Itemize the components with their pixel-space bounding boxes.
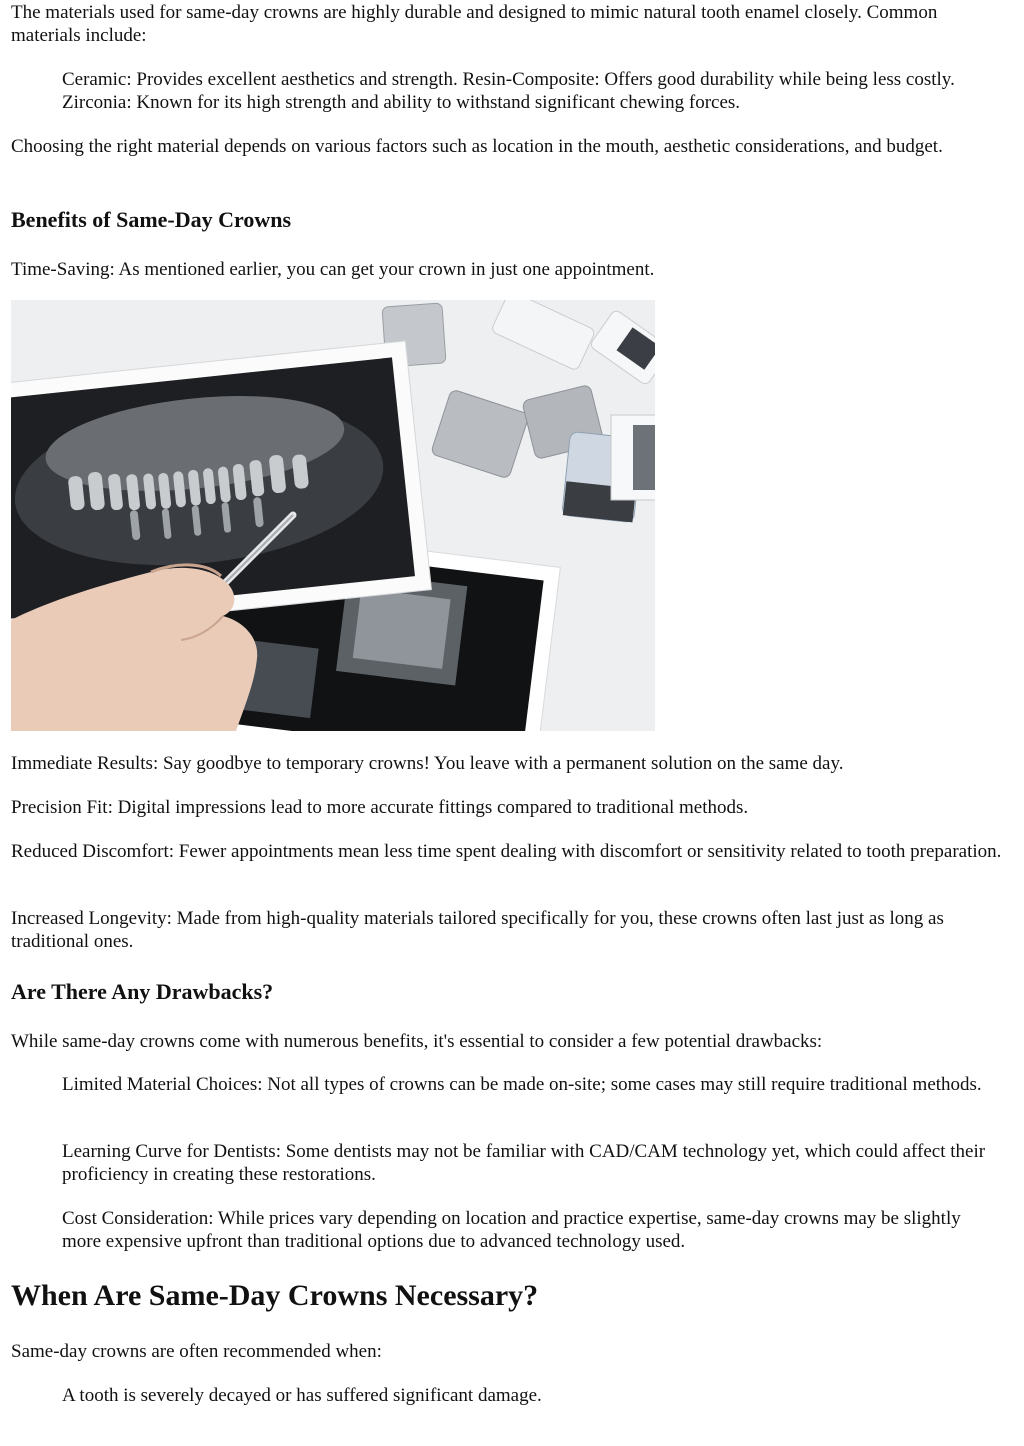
benefit-increased-longevity: Increased Longevity: Made from high-quality materials tailored specifically for you, these crowns often last just as long as traditional ones.	[11, 908, 944, 952]
necessary-intro: Same-day crowns are often recommended when:	[11, 1341, 382, 1362]
benefit-immediate-results: Immediate Results: Say goodbye to temporary crowns! You leave with a permanent solution on the same day.	[11, 753, 844, 774]
choosing-material-paragraph: Choosing the right material depends on various factors such as location in the mouth, aesthetic considerations, and budget.	[11, 136, 943, 157]
necessary-item: A tooth is severely decayed or has suffered significant damage.	[62, 1385, 542, 1406]
benefit-reduced-discomfort: Reduced Discomfort: Fewer appointments mean less time spent dealing with discomfort or sensitivity related to tooth preparation.	[11, 841, 1002, 862]
benefit-precision-fit: Precision Fit: Digital impressions lead to more accurate fittings compared to traditional methods.	[11, 797, 749, 818]
drawback-item: Learning Curve for Dentists: Some dentists may not be familiar with CAD/CAM technology yet, which could affect their proficiency in creating these restorations.	[62, 1141, 986, 1185]
dental-xray-photo	[11, 300, 655, 731]
dental-xray-illustration	[11, 300, 655, 731]
drawbacks-heading: Are There Any Drawbacks?	[11, 979, 274, 1004]
drawback-item: Cost Consideration: While prices vary depending on location and practice expertise, same-day crowns may be slightly more expensive upfront than traditional options due to advanced technology used.	[62, 1208, 961, 1252]
drawback-item: Limited Material Choices: Not all types of crowns can be made on-site; some cases may still require traditional methods.	[62, 1074, 982, 1095]
benefit-time-saving: Time-Saving: As mentioned earlier, you can get your crown in just one appointment.	[11, 259, 655, 280]
materials-list-paragraph: Ceramic: Provides excellent aesthetics and strength. Resin-Composite: Offers good durability while being less costly. Zirconia: Known for its high strength and ability to withstand significant chewing forces.	[62, 69, 955, 113]
sensor-plate	[611, 415, 655, 500]
drawbacks-intro: While same-day crowns come with numerous benefits, it's essential to consider a few potential drawbacks:	[11, 1031, 823, 1052]
benefits-heading: Benefits of Same-Day Crowns	[11, 207, 292, 232]
necessary-heading: When Are Same-Day Crowns Necessary?	[11, 1279, 539, 1312]
materials-intro-paragraph: The materials used for same-day crowns are highly durable and designed to mimic natural tooth enamel closely. Common materials include:	[11, 2, 938, 46]
